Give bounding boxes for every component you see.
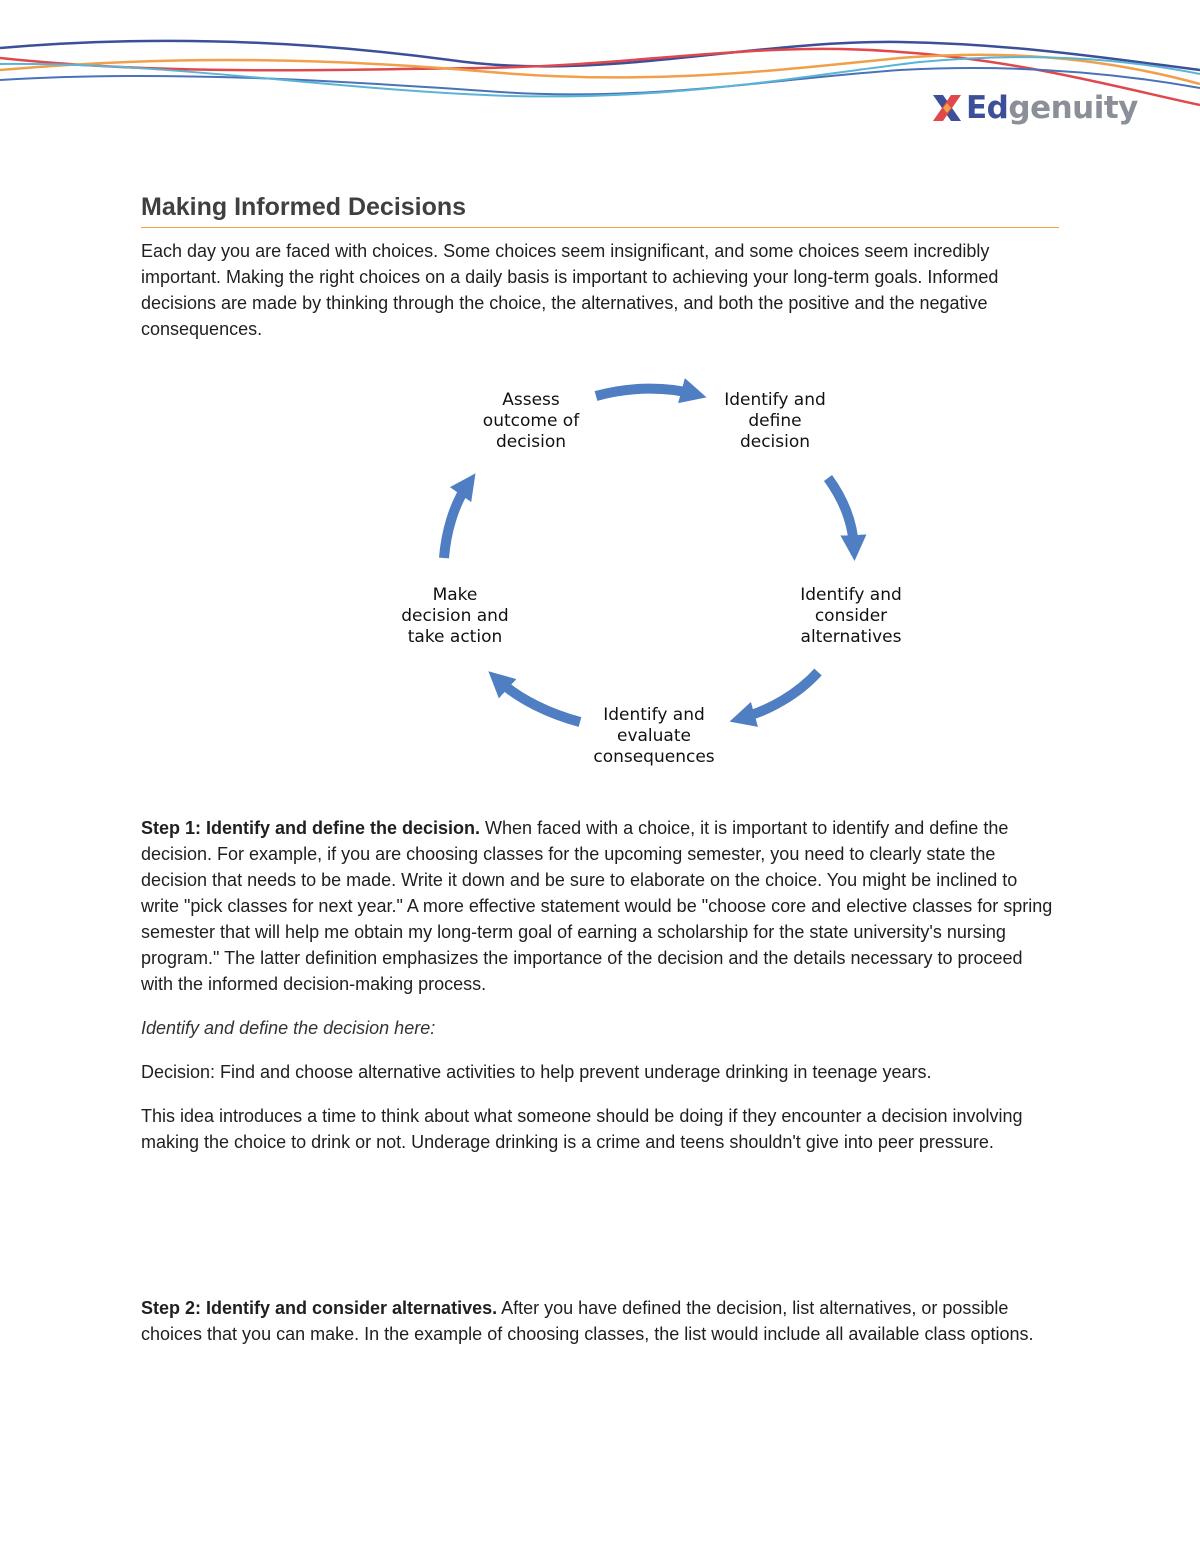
node-consequences-line2: evaluate xyxy=(617,726,691,746)
node-action-line3: take action xyxy=(407,627,503,647)
step1-heading: Step 1: Identify and define the decision. xyxy=(141,818,481,838)
node-assess-line3: decision xyxy=(495,432,567,452)
node-action-line1: Make xyxy=(432,585,478,605)
arrow-alternatives-to-consequences xyxy=(742,672,818,718)
document-header xyxy=(141,193,1059,342)
cycle-node-consequences xyxy=(579,705,729,768)
node-define-line2: define xyxy=(748,411,802,431)
logo-wordmark xyxy=(966,90,1138,126)
step1-section xyxy=(141,815,1059,1173)
node-assess-line2: outcome of xyxy=(482,411,580,431)
step1-body: When faced with a choice, it is important to identify and define the decision. For example, if you are choosing classes for the upcoming semester, you need to clearly state the decision that needs to be made. Write it down and be sure to elaborate on the choice. You might be inclined to write "pick classes for next year." A more effective statement would be "choose core and elective classes for spring semester that will help me obtain my long-term goal of earning a scholarship for the state university's nursing program." The latter definition emphasizes the importance of the decision and the details necessary to proceed with the informed decision-making process. xyxy=(141,818,1053,994)
node-alternatives-line1: Identify and xyxy=(800,585,902,605)
cycle-node-assess xyxy=(456,390,606,453)
step1-prompt: Identify and define the decision here: xyxy=(141,1018,436,1038)
step2-section xyxy=(141,1295,1059,1347)
node-define-line1: Identify and xyxy=(724,390,826,410)
node-assess-line1: Assess xyxy=(502,390,560,410)
step2-heading: Step 2: Identify and consider alternatives. xyxy=(141,1298,498,1318)
arrow-assess-to-define xyxy=(596,389,694,396)
step2-body: After you have defined the decision, list alternatives, or possible choices that you can make. In the example of choosing classes, the list would include all available class options. xyxy=(141,1298,1034,1344)
node-action-line2: decision and xyxy=(401,606,509,626)
step1-answer-explanation[interactable]: This idea introduces a time to think about what someone should be doing if they encounter a decision involving making the choice to drink or not. Underage drinking is a crime and teens shouldn't give into peer pressure. xyxy=(141,1106,1023,1152)
step1-paragraph xyxy=(141,815,1059,997)
node-consequences-line3: consequences xyxy=(593,747,715,767)
intro-paragraph: Each day you are faced with choices. Some choices seem insignificant, and some choices seem incredibly important. Making the right choices on a daily basis is important to achieving your long-term goals. Informed decisions are made by thinking through the choice, the alternatives, and both the positive and the negative consequences. xyxy=(141,241,999,339)
step1-answer-decision[interactable]: Decision: Find and choose alternative activities to help prevent underage drinking in teenage years. xyxy=(141,1062,932,1082)
cycle-node-action xyxy=(380,585,530,648)
edgenuity-x-icon xyxy=(930,91,964,125)
step2-paragraph xyxy=(141,1295,1059,1347)
node-define-line3: decision xyxy=(739,432,811,452)
arrow-consequences-to-action xyxy=(498,680,580,722)
logo-wordmark-ed: Ed xyxy=(966,90,1009,126)
node-alternatives-line2: consider xyxy=(814,606,888,626)
arrow-define-to-alternatives xyxy=(828,478,854,548)
cycle-node-alternatives xyxy=(776,585,926,648)
cycle-node-define xyxy=(700,390,850,453)
logo-wordmark-genuity: genuity xyxy=(1008,90,1138,126)
arrow-action-to-assess xyxy=(444,484,468,558)
edgenuity-logo xyxy=(930,86,1138,130)
node-consequences-line1: Identify and xyxy=(603,705,705,725)
decision-cycle-diagram xyxy=(370,372,910,782)
page-title: Making Informed Decisions xyxy=(141,193,1059,228)
node-alternatives-line3: alternatives xyxy=(800,627,902,647)
